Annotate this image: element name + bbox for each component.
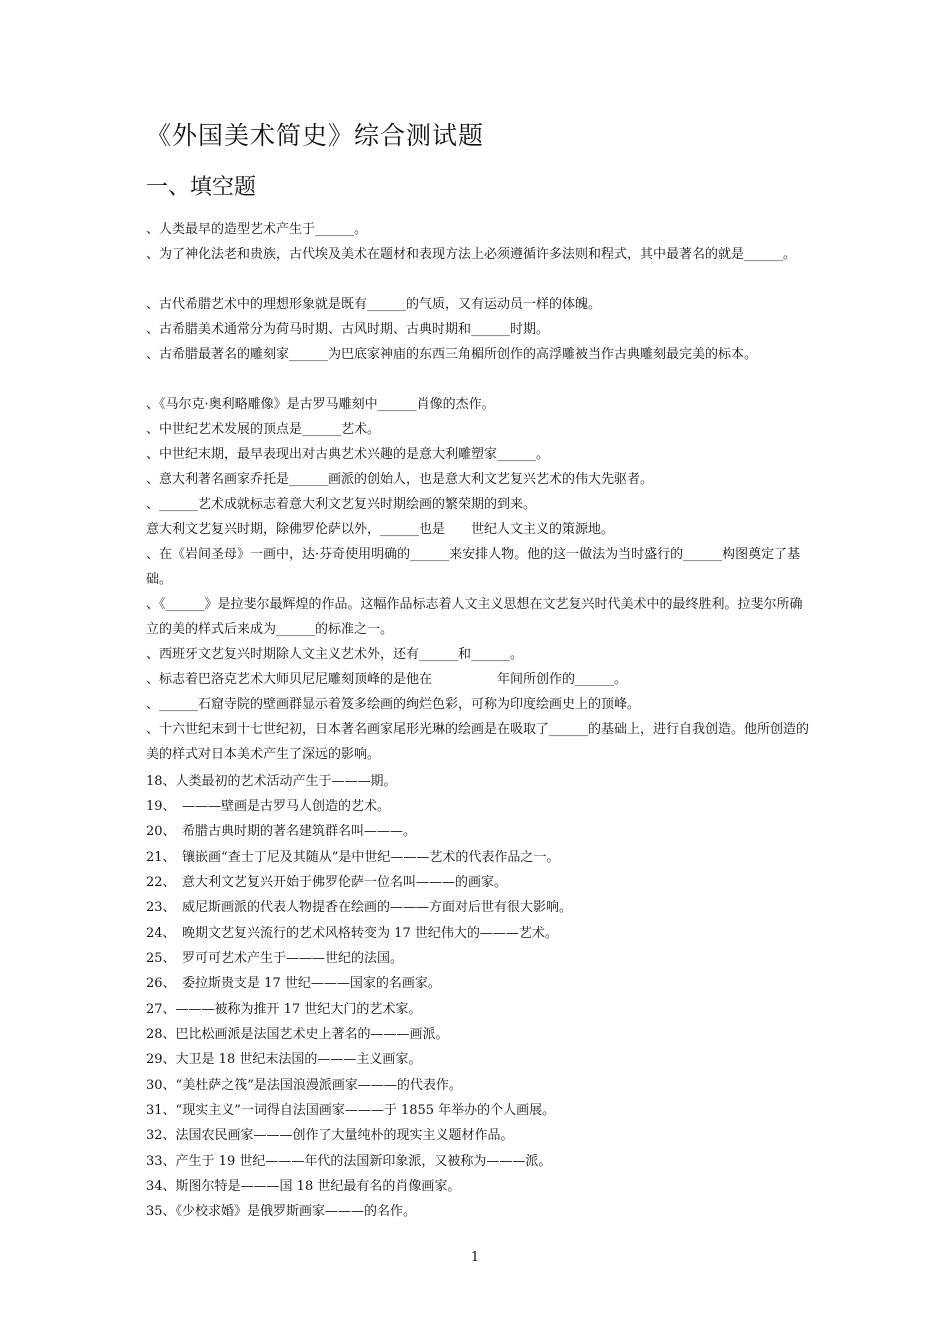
document-title: 《外国美术简史》综合测试题 xyxy=(146,121,485,150)
question-26: 26、 委拉斯贵支是 17 世纪———国家的名画家。 xyxy=(146,976,441,991)
question-10: 、______艺术成就标志着意大利文艺复兴时期绘画的繁荣期的到来。 xyxy=(146,497,537,512)
question-34: 34、斯图尔特是———国 18 世纪最有名的肖像画家。 xyxy=(146,1179,461,1194)
page-number: 1 xyxy=(470,1250,480,1265)
question-6: 、《马尔克·奥利略雕像》是古罗马雕刻中______肖像的杰作。 xyxy=(146,397,495,412)
question-17: 、十六世纪末到十七世纪初，日本著名画家尾形光琳的绘画是在吸取了______的基础上，进行自我创造。他所创造的美的样式对日本美术产生了深远的影响。 xyxy=(146,722,810,762)
question-19: 19、 ———壁画是古罗马人创造的艺术。 xyxy=(146,799,391,814)
question-25: 25、 罗可可艺术产生于———世纪的法国。 xyxy=(146,951,404,966)
question-22: 22、 意大利文艺复兴开始于佛罗伦萨一位名叫———的画家。 xyxy=(146,875,508,890)
question-16: 、______石窟寺院的壁画群显示着笈多绘画的绚烂色彩，可称为印度绘画史上的顶峰。 xyxy=(146,697,641,712)
question-24: 24、 晚期文艺复兴流行的艺术风格转变为 17 世纪伟大的———艺术。 xyxy=(146,926,558,941)
question-31: 31、“现实主义”一词得自法国画家———于 1855 年举办的个人画展。 xyxy=(146,1103,556,1118)
question-3: 、古代希腊艺术中的理想形象就是既有______的气质，又有运动员一样的体魄。 xyxy=(146,297,602,312)
question-33: 33、产生于 19 世纪———年代的法国新印象派，又被称为———派。 xyxy=(146,1154,552,1169)
question-7: 、中世纪艺术发展的顶点是______艺术。 xyxy=(146,422,381,437)
question-23: 23、 威尼斯画派的代表人物提香在绘画的———方面对后世有很大影响。 xyxy=(146,900,573,915)
question-32: 32、法国农民画家———创作了大量纯朴的现实主义题材作品。 xyxy=(146,1128,514,1143)
question-4: 、古希腊美术通常分为荷马时期、古风时期、古典时期和______时期。 xyxy=(146,322,550,337)
question-14: 、西班牙文艺复兴时期除人文主义艺术外，还有______和______。 xyxy=(146,647,524,662)
question-30: 30、“美杜萨之筏”是法国浪漫派画家———的代表作。 xyxy=(146,1078,462,1093)
question-21: 21、 镶嵌画“查士丁尼及其随从”是中世纪———艺术的代表作品之一。 xyxy=(146,850,560,865)
question-18: 18、人类最初的艺术活动产生于———期。 xyxy=(146,774,397,789)
question-9: 、意大利著名画家乔托是______画派的创始人，也是意大利文艺复兴艺术的伟大先驱者。 xyxy=(146,472,654,487)
question-29: 29、大卫是 18 世纪末法国的———主义画家。 xyxy=(146,1052,422,1067)
question-27: 27、———被称为推开 17 世纪大门的艺术家。 xyxy=(146,1002,422,1017)
question-12: 、在《岩间圣母》一画中，达·芬奇使用明确的______来安排人物。他的这一做法为当时盛行的______构图奠定了基础。 xyxy=(146,547,801,587)
question-15: 、标志着巴洛克艺术大师贝尼尼雕刻顶峰的是他在 年间所创作的______。 xyxy=(146,672,628,687)
question-13: 、《______》是拉斐尔最辉煌的作品。这幅作品标志着人文主义思想在文艺复兴时代美术中的最终胜利。拉斐尔所确立的美的样式后来成为______的标准之一。 xyxy=(146,597,803,637)
question-5: 、古希腊最著名的雕刻家______为巴底家神庙的东西三角楣所创作的高浮雕被当作古典雕刻最完美的标本。 xyxy=(146,347,758,362)
question-2: 、为了神化法老和贵族，古代埃及美术在题材和表现方法上必须遵循许多法则和程式，其中最著名的就是______。 xyxy=(146,247,797,262)
question-8: 、中世纪末期，最早表现出对古典艺术兴趣的是意大利雕塑家______。 xyxy=(146,447,550,462)
question-20: 20、 希腊古典时期的著名建筑群名叫———。 xyxy=(146,824,417,839)
question-35: 35、《少校求婚》是俄罗斯画家———的名作。 xyxy=(146,1204,417,1219)
section-title: 一、填空题 xyxy=(146,175,257,200)
question-1: 、人类最早的造型艺术产生于______。 xyxy=(146,222,368,237)
question-28: 28、巴比松画派是法国艺术史上著名的———画派。 xyxy=(146,1027,449,1042)
question-11: 意大利文艺复兴时期，除佛罗伦萨以外，______也是 世纪人文主义的策源地。 xyxy=(146,522,615,537)
